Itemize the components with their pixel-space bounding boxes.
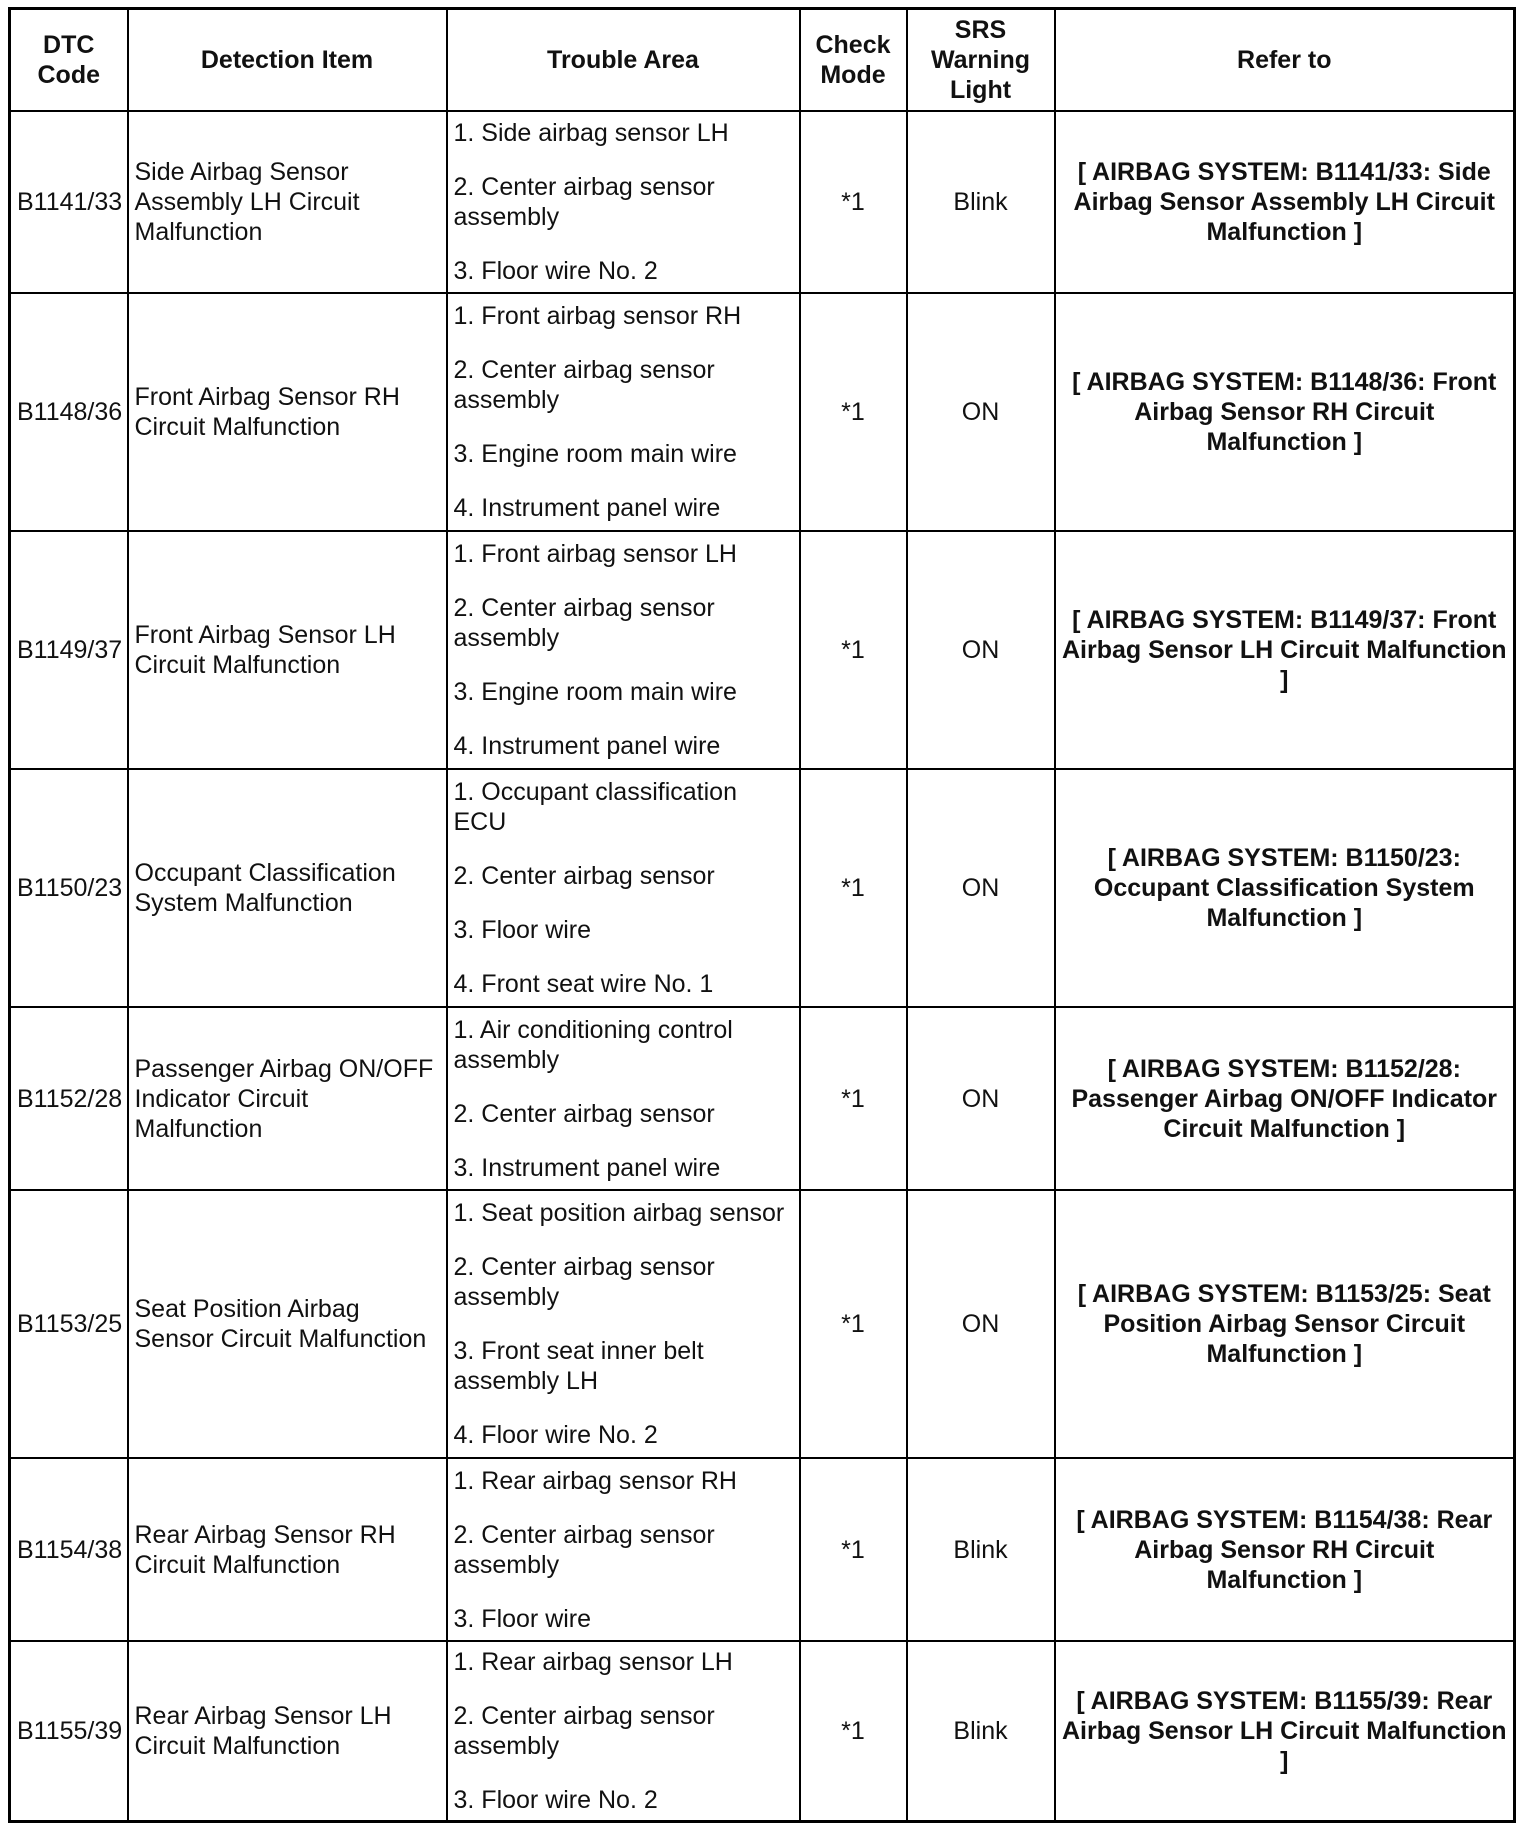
- trouble-area-item: 4. Instrument panel wire: [453, 732, 721, 760]
- refer-to: [ AIRBAG SYSTEM: B1149/37: Front Airbag Sensor LH Circuit Malfunction ]: [1055, 531, 1515, 769]
- srs-warning-light: ON: [907, 1190, 1055, 1458]
- header-trouble-area: Trouble Area: [447, 9, 800, 112]
- trouble-area-item: 4. Instrument panel wire: [453, 494, 721, 522]
- trouble-area-item: 2. Center airbag sensor assembly: [453, 1701, 715, 1760]
- check-mode: *1: [800, 1190, 907, 1458]
- trouble-area: [447, 1641, 800, 1821]
- srs-warning-light: Blink: [907, 111, 1055, 293]
- trouble-area: [447, 531, 800, 769]
- refer-to: [ AIRBAG SYSTEM: B1150/23: Occupant Classification System Malfunction ]: [1055, 769, 1515, 1007]
- trouble-area-item: 3. Floor wire No. 2: [453, 257, 658, 285]
- srs-warning-light: ON: [907, 1007, 1055, 1190]
- refer-to: [ AIRBAG SYSTEM: B1154/38: Rear Airbag Sensor RH Circuit Malfunction ]: [1055, 1458, 1515, 1641]
- trouble-area: [447, 111, 800, 293]
- refer-to: [ AIRBAG SYSTEM: B1153/25: Seat Position Airbag Sensor Circuit Malfunction ]: [1055, 1190, 1515, 1458]
- refer-to: [ AIRBAG SYSTEM: B1148/36: Front Airbag Sensor RH Circuit Malfunction ]: [1055, 293, 1515, 531]
- trouble-area-item: 1. Occupant classification ECU: [453, 778, 737, 836]
- check-mode: *1: [800, 1641, 907, 1821]
- table-row: [10, 1007, 1515, 1190]
- srs-warning-light: ON: [907, 769, 1055, 1007]
- trouble-area-item: 4. Floor wire No. 2: [453, 1421, 658, 1449]
- trouble-area-item: 1. Side airbag sensor LH: [453, 119, 729, 147]
- trouble-area-item: 3. Engine room main wire: [453, 678, 737, 706]
- table-row: [10, 293, 1515, 531]
- table-row: [10, 1641, 1515, 1821]
- table-row: [10, 769, 1515, 1007]
- trouble-area-item: 1. Front airbag sensor RH: [453, 302, 742, 330]
- detection-item: Passenger Airbag ON/OFF Indicator Circuit Malfunction: [128, 1007, 447, 1190]
- srs-warning-light: Blink: [907, 1458, 1055, 1641]
- trouble-area-item: 2. Center airbag sensor: [453, 1099, 715, 1128]
- srs-warning-light: ON: [907, 293, 1055, 531]
- trouble-area: [447, 293, 800, 531]
- trouble-area-item: 2. Center airbag sensor assembly: [453, 356, 715, 414]
- dtc-code: B1148/36: [10, 293, 128, 531]
- detection-item: Occupant Classification System Malfunction: [128, 769, 447, 1007]
- header-row: [10, 9, 1515, 112]
- trouble-area-item: 1. Air conditioning control assembly: [453, 1015, 733, 1074]
- header-detection-item: Detection Item: [128, 9, 447, 112]
- trouble-area-item: 1. Seat position airbag sensor: [453, 1199, 785, 1227]
- detection-item: Front Airbag Sensor RH Circuit Malfunction: [128, 293, 447, 531]
- trouble-area: [447, 1007, 800, 1190]
- trouble-area-item: 1. Front airbag sensor LH: [453, 540, 737, 568]
- refer-to: [ AIRBAG SYSTEM: B1152/28: Passenger Airbag ON/OFF Indicator Circuit Malfunction ]: [1055, 1007, 1515, 1190]
- trouble-area-item: 3. Floor wire No. 2: [453, 1785, 658, 1814]
- table-row: [10, 111, 1515, 293]
- check-mode: *1: [800, 111, 907, 293]
- dtc-code: B1152/28: [10, 1007, 128, 1190]
- detection-item: Rear Airbag Sensor RH Circuit Malfunction: [128, 1458, 447, 1641]
- refer-to: [ AIRBAG SYSTEM: B1155/39: Rear Airbag Sensor LH Circuit Malfunction ]: [1055, 1641, 1515, 1821]
- header-srs-warning-light: SRS Warning Light: [907, 9, 1055, 112]
- dtc-code: B1150/23: [10, 769, 128, 1007]
- dtc-table: [8, 7, 1516, 1823]
- srs-warning-light: ON: [907, 531, 1055, 769]
- dtc-code: B1153/25: [10, 1190, 128, 1458]
- check-mode: *1: [800, 1007, 907, 1190]
- dtc-code: B1155/39: [10, 1641, 128, 1821]
- check-mode: *1: [800, 1458, 907, 1641]
- trouble-area-item: 4. Front seat wire No. 1: [453, 970, 714, 998]
- refer-to: [ AIRBAG SYSTEM: B1141/33: Side Airbag Sensor Assembly LH Circuit Malfunction ]: [1055, 111, 1515, 293]
- trouble-area-item: 2. Center airbag sensor: [453, 862, 715, 890]
- trouble-area-item: 2. Center airbag sensor assembly: [453, 594, 715, 652]
- detection-item: Rear Airbag Sensor LH Circuit Malfunction: [128, 1641, 447, 1821]
- trouble-area: [447, 1190, 800, 1458]
- dtc-code: B1141/33: [10, 111, 128, 293]
- trouble-area-item: 3. Front seat inner belt assembly LH: [453, 1337, 704, 1395]
- srs-warning-light: Blink: [907, 1641, 1055, 1821]
- check-mode: *1: [800, 531, 907, 769]
- trouble-area-item: 2. Center airbag sensor assembly: [453, 173, 715, 231]
- detection-item: Side Airbag Sensor Assembly LH Circuit Malfunction: [128, 111, 447, 293]
- trouble-area-item: 1. Rear airbag sensor LH: [453, 1647, 733, 1676]
- header-refer-to: Refer to: [1055, 9, 1515, 112]
- trouble-area: [447, 769, 800, 1007]
- table-row: [10, 531, 1515, 769]
- trouble-area-item: 3. Engine room main wire: [453, 440, 737, 468]
- trouble-area-item: 3. Floor wire: [453, 1604, 592, 1633]
- trouble-area-item: 3. Instrument panel wire: [453, 1153, 721, 1182]
- table-row: [10, 1458, 1515, 1641]
- trouble-area-item: 1. Rear airbag sensor RH: [453, 1466, 737, 1495]
- check-mode: *1: [800, 769, 907, 1007]
- table-row: [10, 1190, 1515, 1458]
- header-check-mode: Check Mode: [800, 9, 907, 112]
- dtc-code: B1149/37: [10, 531, 128, 769]
- detection-item: Seat Position Airbag Sensor Circuit Malfunction: [128, 1190, 447, 1458]
- trouble-area-item: 3. Floor wire: [453, 916, 592, 944]
- detection-item: Front Airbag Sensor LH Circuit Malfunction: [128, 531, 447, 769]
- header-dtc-code: DTC Code: [10, 9, 128, 112]
- trouble-area-item: 2. Center airbag sensor assembly: [453, 1253, 715, 1311]
- check-mode: *1: [800, 293, 907, 531]
- dtc-code: B1154/38: [10, 1458, 128, 1641]
- trouble-area-item: 2. Center airbag sensor assembly: [453, 1520, 715, 1579]
- trouble-area: [447, 1458, 800, 1641]
